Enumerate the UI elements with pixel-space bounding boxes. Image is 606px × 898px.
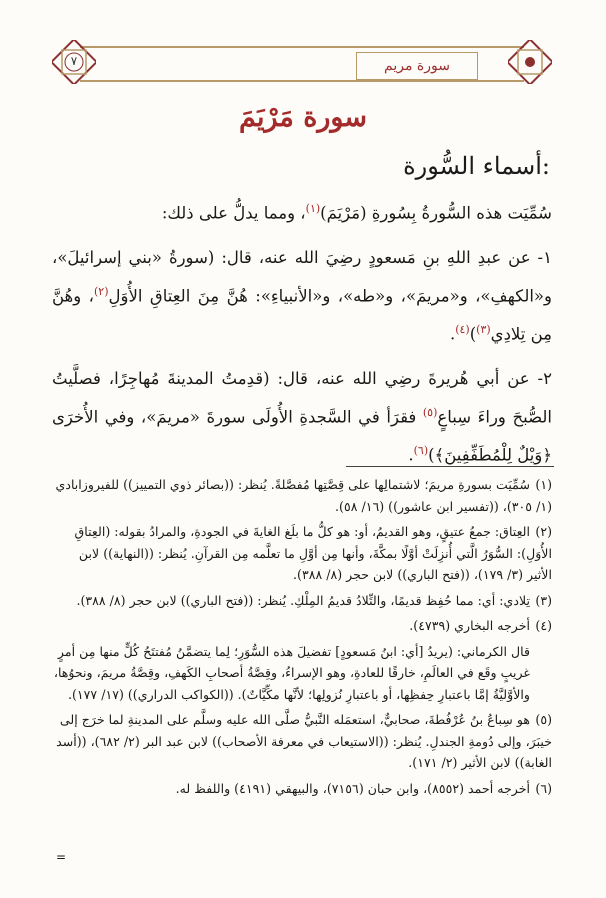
footnote: (٥)هو سِباعُ بنُ عُرْفُطةَ، صحابيٌّ، استعمَله النَّبيُّ صلَّى الله عليه وسلَّم على المدينةِ لما خرَج إلى خيبَرَ، وإلى دُومةِ الجندلِ. يُنظر: ((الاستيعاب في معرفة الأصحاب)) لابن عبد البر (٢/ ٦٨٢)، ((أسد الغابة)) لابن الأثير (٢/ ١٧١). xyxy=(56,712,552,770)
footnote-ref: (٦) xyxy=(413,444,429,457)
footnote-ref: (٢) xyxy=(94,284,109,298)
footnote-continuation: قال الكرماني: (يريدُ [أي: ابنُ مَسعودٍ] تفضيلَ هذه السُّوَرِ؛ لِما يتضمَّنُ مُفتتَحُ كُلٍّ منها مِن أمرٍ غريبٍ وقَع في العالَمِ، خارقًا للعادةِ، وهو الإسراءُ، وقِصَّةُ أصحابِ الكَهفِ، وقِصَّةُ مريمَ، ونحوُها، والأوَّليَّةُ إمَّا باعتبارِ حِفظِها، أو باعتبارِ نُزولِها؛ لأنَّها مكِّيَّاتٌ). ((الكواكب الدراري)) (١٧/ ١٧٧). xyxy=(53,643,530,702)
footnote-divider xyxy=(346,466,554,467)
end-mark: = xyxy=(56,850,67,864)
footnote: (٢)العِتاق: جمعُ عتيقٍ، وهو القديمُ، أو: هو كلُّ ما بلَغ الغايةَ في الجودةِ، والمرادُ بقوله: (العِتاقِ الأُوَلِ): السُّوَرُ الَّتي أُنزِلَتْ أوَّلًا بمكَّةَ، وأنها مِن أوَّلِ ما تعلَّمه مِن القرآنِ. يُنظر: ((النهاية)) لابن الأثير (٣/ ١٧٩)، ((فتح الباري)) لابن حجر (٨/ ٣٨٨). xyxy=(74,524,552,582)
item-1-paragraph: ١- عن عبدِ اللهِ بنِ مَسعودٍ رضِيَ الله عنه، قال: (سورةُ «بني إسرائيلَ»، و«الكهفِ»، و«مريمَ»، و«طه»، و«الأنبياءِ»: هُنَّ مِنَ العِتاقِ الأُوَلِ$^{(٢)}$، وهُنَّ مِن تِلادِي$^{(٣)}$)$^{(٤)}$. xyxy=(52,247,552,344)
footnotes xyxy=(52,474,552,803)
main-text xyxy=(52,192,552,483)
page-header xyxy=(52,36,552,92)
footnote: (١)سُمِّيَت بسورةِ مريمَ؛ لاشتمالِها على قِصَّتِها مُفصَّلةً. يُنظر: ((بصائر ذوي التمييز)) للفيروزابادي (١/ ٣٠٥)، ((تفسير ابن عاشور)) (١٦/ ٥٨). xyxy=(55,477,552,514)
footnote-ref: (٣) xyxy=(476,323,491,336)
footnote: (٤)أخرجه البخاري (٤٧٣٩). xyxy=(409,618,552,633)
item-2-paragraph: ٢- عن أبي هُريرةَ رضِي الله عنه، قال: (قدِمتُ المدينةَ مُهاجِرًا، فصلَّيتُ الصُّبحَ وراءَ سِباعٍ$^{(٥)}$ فقرَأ في السَّجدةِ الأُولَى سورةَ «مريمَ»، وفي الأُخرَى ﴿وَيْلٌ لِلْمُطَفِّفِينَ﴾)$^{(٦)}$. xyxy=(52,368,552,465)
intro-paragraph: سُمِّيَت هذه السُّورةُ بِسُورةِ (مَرْيَمَ)$^{(١)}$، ومما يدلُّ على ذلك: xyxy=(161,202,552,223)
sura-title: سورة مَرْيَمَ xyxy=(239,102,367,133)
section-heading: أسماء السُّورة: xyxy=(403,152,550,180)
footnote: (٦)أخرجه أحمد (٨٥٥٢)، وابن حبان (٧١٥٦)، والبيهقي (٤١٩١) واللفظ له. xyxy=(175,780,552,796)
sura-header-label: سورة مريم xyxy=(356,52,478,80)
footnote-ref: (٤) xyxy=(455,323,470,336)
header-bottom-line xyxy=(80,80,524,82)
header-top-line xyxy=(80,46,524,48)
footnote-ref: (٥) xyxy=(422,405,438,419)
footnote: (٣)تِلادي: أي: مما حُفِظ قديمًا، والتِّلادُ قديمُ المِلْكِ. يُنظر: ((فتح الباري)) لابن حجر (٨/ ٣٨٨). xyxy=(76,592,552,608)
page-number: ٧ xyxy=(70,54,78,68)
ornament-right-icon xyxy=(508,40,552,84)
footnote-ref: (١) xyxy=(305,202,321,215)
